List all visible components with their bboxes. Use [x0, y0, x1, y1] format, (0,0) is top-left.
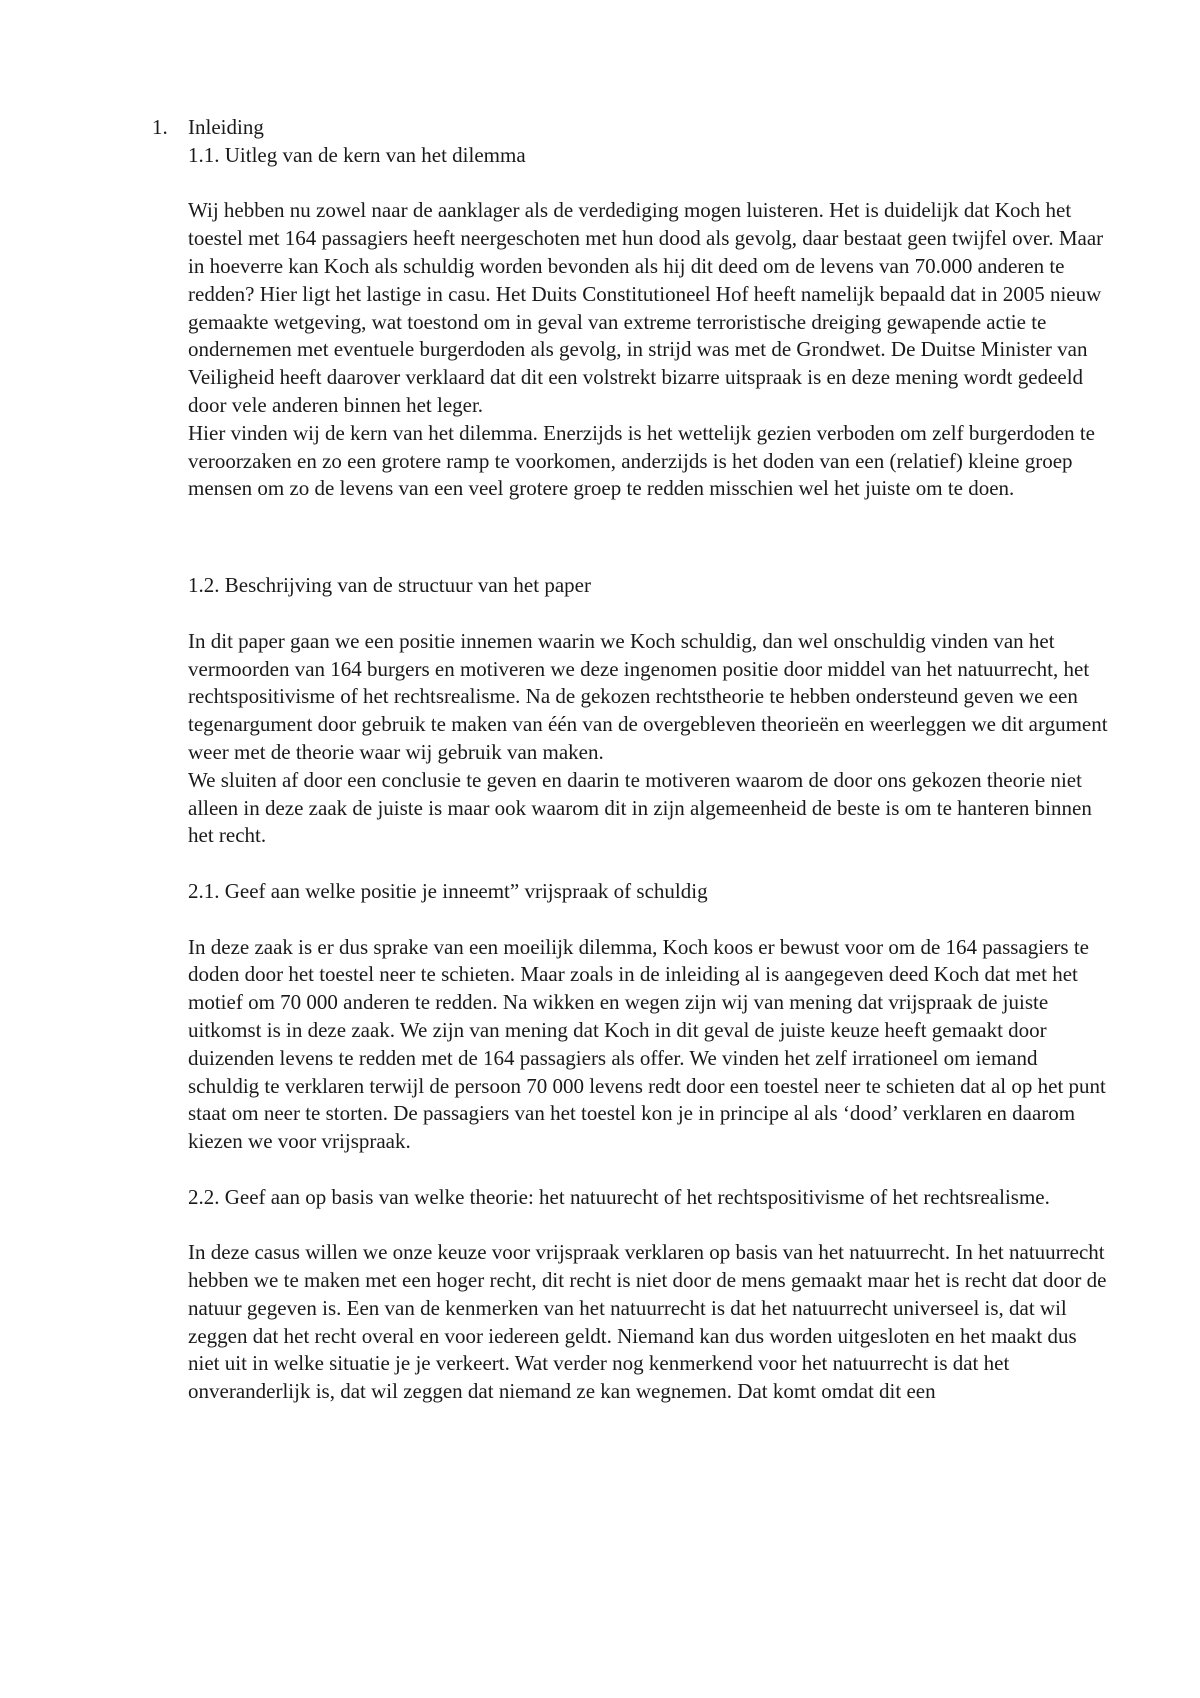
section-heading-inleiding	[152, 114, 1108, 142]
subheading-1-2: 1.2. Beschrijving van de structuur van het paper	[188, 573, 591, 598]
document-body	[152, 114, 1108, 1406]
spacer	[188, 850, 1108, 878]
spacer	[188, 1211, 1108, 1239]
subheading-1-1: 1.1. Uitleg van de kern van het dilemma	[188, 142, 526, 167]
spacer	[188, 170, 1108, 198]
section-number: 1.	[152, 115, 168, 139]
spacer	[188, 906, 1108, 934]
spacer	[188, 600, 1108, 628]
paragraph-2-1: In deze zaak is er dus sprake van een moeilijk dilemma, Koch koos er bewust voor om de 164 passagiers te doden door het toestel neer te schieten. Maar zoals in de inleiding al is aangegeven deed Koch dat met het motief om 70 000 anderen te redden. Na wikken en wegen zijn wij van mening dat vrijspraak de juiste uitkomst is in deze zaak. We zijn van mening dat Koch in dit geval de juiste keuze heeft gemaakt door duizenden levens te redden met de 164 passagiers als offer. We vinden het zelf irrationeel om iemand schuldig te verklaren terwijl de persoon 70 000 levens redt door een toestel neer te schieten dat al op het punt staat om neer te storten. De passagiers van het toestel kon je in principe al als ‘dood’ verklaren en daarom kiezen we voor vrijspraak.	[188, 934, 1106, 1154]
paragraph-1-2: In dit paper gaan we een positie innemen waarin we Koch schuldig, dan wel onschuldig vinden van het vermoorden van 164 burgers en motiveren we deze ingenomen positie door middel van het natuurrecht, het rechtspositivisme of het rechtsrealisme. Na de gekozen rechtstheorie te hebben ondersteund geven we een tegenargument door gebruik te maken van één van de overgebleven theorieën en weerleggen we dit argument weer met de theorie waar wij gebruik van maken. We sluiten af door een conclusie te geven en daarin te motiveren waarom de door ons gekozen theorie niet alleen in deze zaak de juiste is maar ook waarom dit in zijn algemeenheid de beste is om te hanteren binnen het recht.	[188, 628, 1108, 848]
spacer	[188, 503, 1108, 572]
subheading-2-2: 2.2. Geef aan op basis van welke theorie: het natuurecht of het rechtspositivisme of het rechtsrealisme.	[188, 1184, 1050, 1209]
spacer	[188, 1156, 1108, 1184]
paragraph-2-2: In deze casus willen we onze keuze voor vrijspraak verklaren op basis van het natuurrecht. In het natuurrecht hebben we te maken met een hoger recht, dit recht is niet door de mens gemaakt maar het is recht dat door de natuur gegeven is. Een van de kenmerken van het natuurrecht is dat het natuurrecht universeel is, dat wil zeggen dat het recht overal en voor iedereen geldt. Niemand kan dus worden uitgesloten en het maakt dus niet uit in welke situatie je je verkeert. Wat verder nog kenmerkend voor het natuurrecht is dat het onveranderlijk is, dat wil zeggen dat niemand ze kan wegnemen. Dat komt omdat dit een	[188, 1240, 1107, 1404]
subheading-2-1: 2.1. Geef aan welke positie je inneemt” vrijspraak of schuldig	[188, 878, 708, 903]
paragraph-1-1: Wij hebben nu zowel naar de aanklager als de verdediging mogen luisteren. Het is duidelijk dat Koch het toestel met 164 passagiers heeft neergeschoten met hun dood als gevolg, daar bestaat geen twijfel over. Maar in hoeverre kan Koch als schuldig worden bevonden als hij dit deed om de levens van 70.000 anderen te redden? Hier ligt het lastige in casu. Het Duits Constitutioneel Hof heeft namelijk bepaald dat in 2005 nieuw gemaakte wetgeving, wat toestond om in geval van extreme terroristische dreiging gewapende actie te ondernemen met eventuele burgerdoden als gevolg, in strijd was met de Grondwet. De Duitse Minister van Veiligheid heeft daarover verklaard dat dit een volstrekt bizarre uitspraak is en deze mening wordt gedeeld door vele anderen binnen het leger. Hier vinden wij de kern van het dilemma. Enerzijds is het wettelijk gezien verboden om zelf burgerdoden te veroorzaken en zo een grotere ramp te voorkomen, anderzijds is het doden van een (relatief) kleine groep mensen om zo de levens van een veel grotere groep te redden misschien wel het juiste om te doen.	[188, 198, 1104, 501]
section-title: Inleiding	[188, 115, 264, 139]
